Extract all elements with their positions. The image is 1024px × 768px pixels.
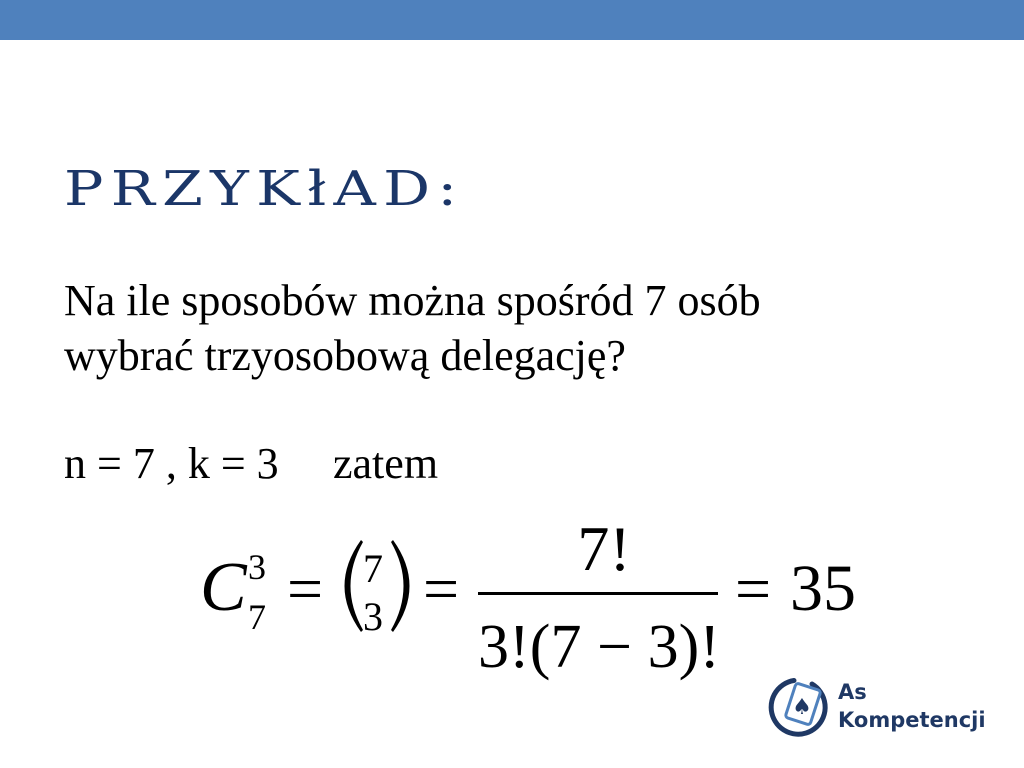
logo-spade-icon xyxy=(766,674,832,740)
question-line-1: Na ile sposobów można spośród 7 osób xyxy=(64,276,761,325)
question-line-2: wybrać trzyosobową delegację? xyxy=(64,331,626,380)
given-values: n = 7 , k = 3 xyxy=(64,439,279,488)
fraction-bar xyxy=(478,592,718,595)
slide-title: PRZYKłAD: xyxy=(64,161,465,217)
top-accent-bar xyxy=(0,0,1024,40)
combination-symbol: C xyxy=(200,549,247,626)
formula-result: 35 xyxy=(790,552,856,625)
fraction-denominator: 3!(7 − 3)! xyxy=(478,613,720,681)
formula-superscript: 3 xyxy=(248,547,266,587)
combination-formula xyxy=(180,510,880,690)
given-conclusion-word: zatem xyxy=(333,439,439,488)
binomial-right-paren xyxy=(391,540,410,632)
logo-text-kompetencji: Kompetencji xyxy=(838,708,986,732)
equals-sign-3: = xyxy=(735,553,772,624)
binomial-left-paren xyxy=(345,540,364,632)
equals-sign-2: = xyxy=(423,553,460,624)
question-text xyxy=(64,273,761,383)
binomial-bottom: 3 xyxy=(363,594,383,639)
formula-subscript: 7 xyxy=(248,597,266,637)
logo-text-as: As xyxy=(838,680,867,704)
fraction-numerator: 7! xyxy=(577,513,631,584)
spade-icon: ♠ xyxy=(792,695,812,720)
binomial-top: 7 xyxy=(363,546,383,591)
equals-sign-1: = xyxy=(287,553,324,624)
